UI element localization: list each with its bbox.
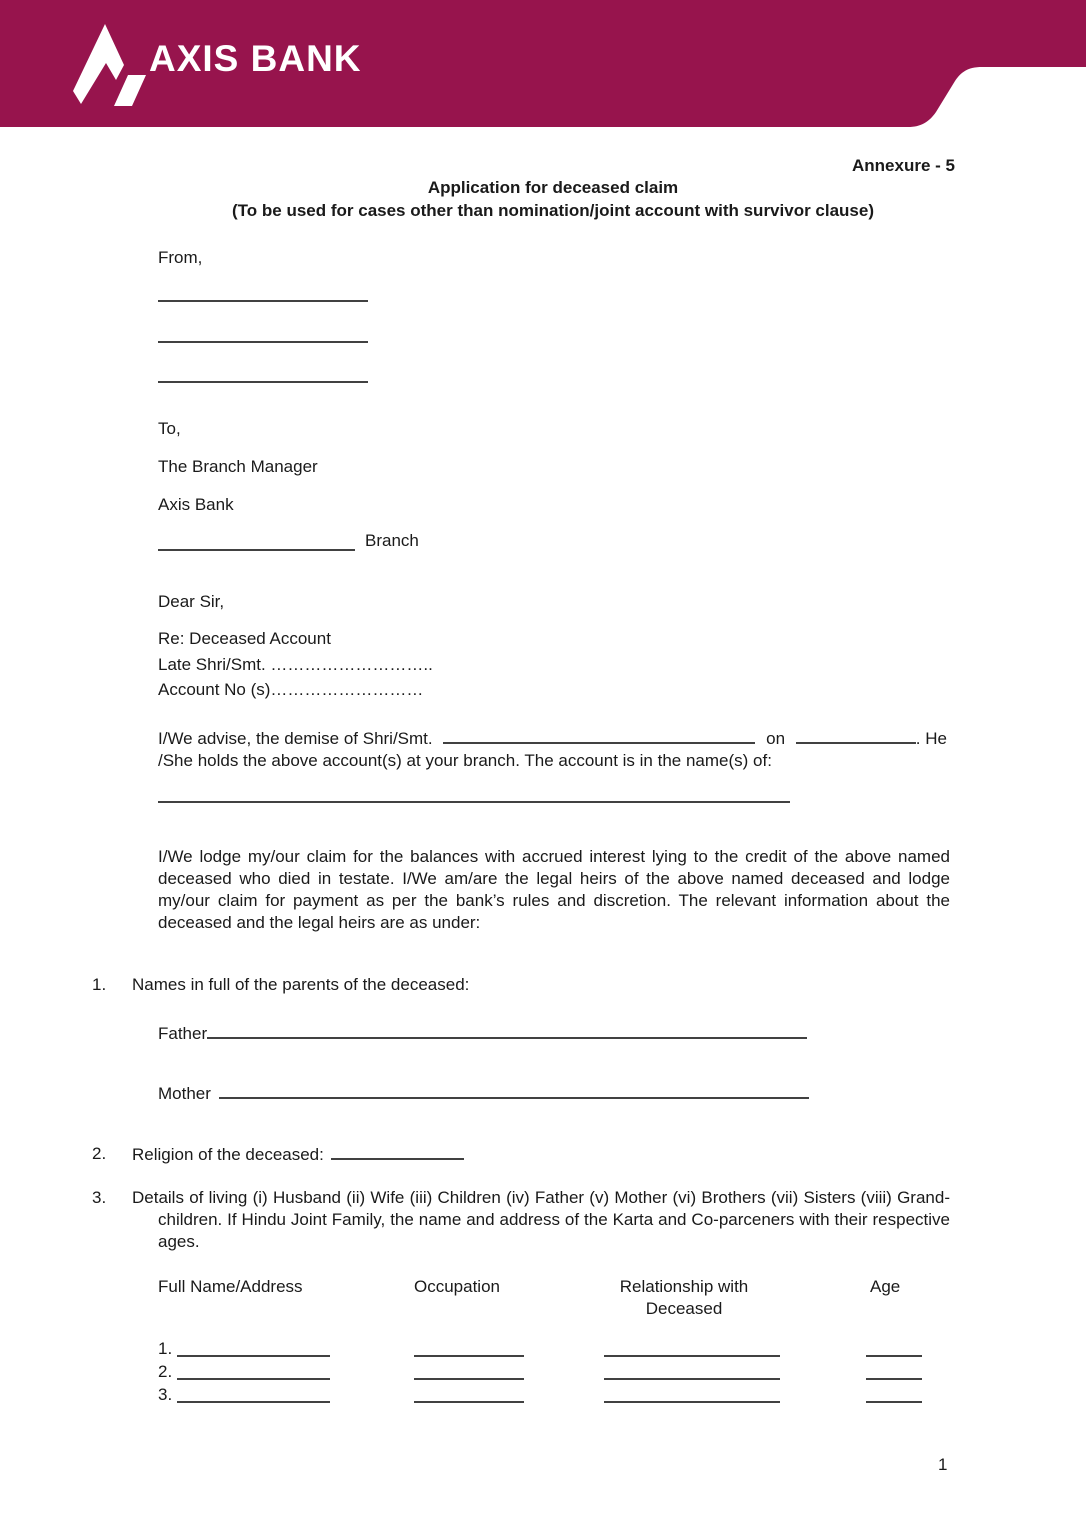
father-name-blank [207,1022,807,1039]
religion-blank [331,1143,464,1160]
relationship-blank-line [604,1401,780,1403]
table-header-occupation: Occupation [414,1277,500,1296]
salutation: Dear Sir, [158,592,225,611]
branch-label: Branch [365,531,419,550]
page-number: 1 [938,1455,948,1474]
item-2-text: Religion of the deceased: [132,1145,324,1164]
table-header-age: Age [870,1277,901,1296]
form-subtitle: (To be used for cases other than nomination/joint account with survivor clause) [232,201,874,220]
father-row [158,1022,807,1045]
sender-blank-line-1 [158,300,368,302]
brand-name: AXIS BANK [149,38,362,79]
table-header-relationship: Relationship with Deceased [619,1277,749,1318]
row-number: 1. [158,1339,173,1358]
sender-blank-line-2 [158,341,368,343]
annexure-label: Annexure - 5 [852,156,955,175]
item-3-number: 3. [92,1188,107,1207]
account-no-line: Account No (s)……………………… [158,680,424,699]
axis-bank-logo-icon [72,24,154,108]
occupation-blank-line [414,1401,524,1403]
holds-text: He /She holds the above account(s) at your branch. The account is in the name(s) of: [158,729,947,770]
table-row-2 [0,1361,1086,1381]
recipient-bank: Axis Bank [158,495,234,514]
table-header-full-name: Full Name/Address [158,1277,303,1296]
advise-paragraph [158,727,950,772]
sender-blank-line-3 [158,381,368,383]
name-blank-line [177,1355,330,1357]
name-blank-line [177,1378,330,1380]
advise-on-text: on [766,729,786,748]
item-1-text: Names in full of the parents of the deceased: [132,975,470,994]
late-name-line: Late Shri/Smt. ……………………….. [158,655,433,674]
father-label: Father [158,1024,208,1043]
from-label: From, [158,248,203,267]
death-date-blank [796,727,916,744]
claim-paragraph: I/We lodge my/our claim for the balances with accrued interest lying to the credit of the above named deceased who died in testate. I/We am/are the legal heirs of the above named deceased and lodge my/our claim for payment as per the bank’s rules and discretion. The relevant information about the deceased and the legal heirs are as under: [158,847,950,932]
mother-label: Mother [158,1084,211,1103]
advise-text-prefix: I/We advise, the demise of Shri/Smt. [158,729,433,748]
branch-name-blank-line [158,549,355,551]
table-row-3 [0,1384,1086,1404]
item-2-row [132,1143,464,1166]
age-blank-line [866,1378,922,1380]
relationship-blank-line [604,1378,780,1380]
age-blank-line [866,1355,922,1357]
age-blank-line [866,1401,922,1403]
recipient-branch-manager: The Branch Manager [158,457,318,476]
item-2-number: 2. [92,1144,107,1163]
form-title: Application for deceased claim [427,178,679,197]
item-1-number: 1. [92,975,107,994]
table-row-1 [0,1338,1086,1358]
mother-name-blank [219,1082,809,1099]
to-label: To, [158,419,181,438]
name-blank-line [177,1401,330,1403]
advise-period: . [915,729,921,748]
row-number: 2. [158,1362,173,1381]
occupation-blank-line [414,1378,524,1380]
relationship-blank-line [604,1355,780,1357]
account-names-blank-line [158,801,790,803]
deceased-name-blank [443,727,755,744]
occupation-blank-line [414,1355,524,1357]
mother-row [158,1082,809,1105]
row-number: 3. [158,1385,173,1404]
re-line: Re: Deceased Account [158,629,331,648]
item-3-text: Details of living (i) Husband (ii) Wife (iii) Children (iv) Father (v) Mother (vi) Brothers (vii) Sisters (viii) Grand-children. If Hindu Joint Family, the name and address of the Karta and Co-parceners with their respective ages. [132,1188,950,1251]
